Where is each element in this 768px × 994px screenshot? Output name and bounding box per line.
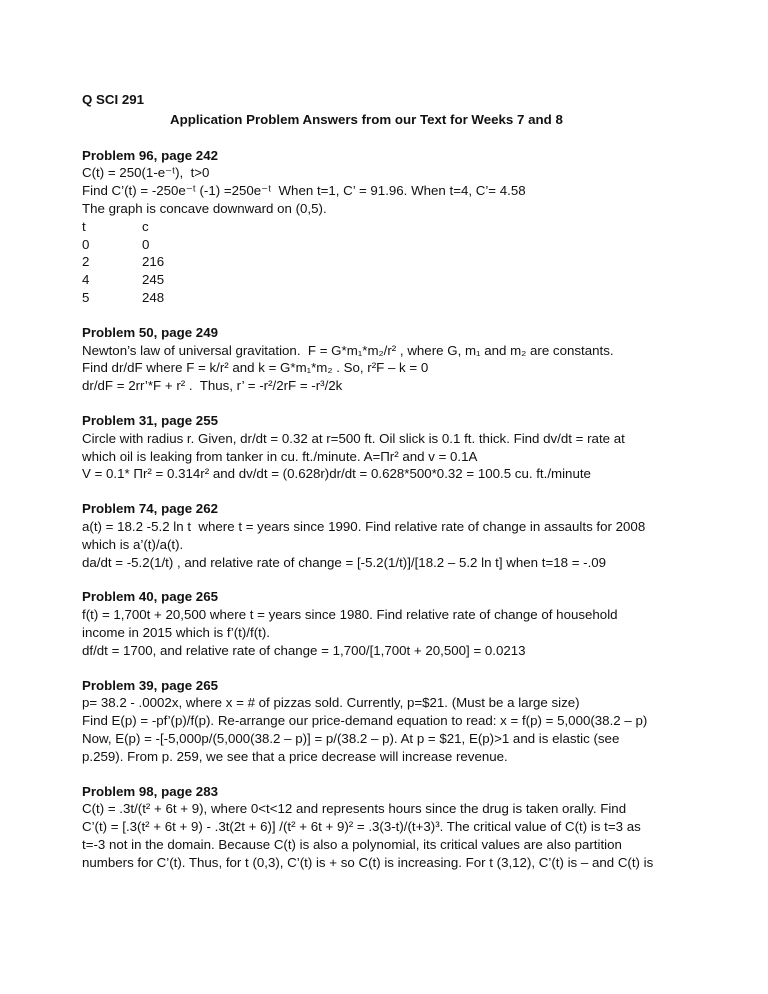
table-row (82, 236, 164, 254)
table-cell: 216 (142, 254, 165, 270)
problem-31-section (82, 412, 728, 483)
problem-50-section (82, 324, 728, 395)
problem-line: Find C’(t) = -250e⁻ᵗ (-1) =250e⁻ᵗ When t=1, C’ = 91.96. When t=4, C’= 4.58 (82, 183, 526, 199)
table-row (82, 271, 164, 289)
problem-line: C(t) = 250(1-e⁻ᵗ), t>0 (82, 165, 210, 181)
table-cell: 4 (82, 272, 90, 288)
problem-line: The graph is concave downward on (0,5). (82, 200, 327, 216)
problem-line: a(t) = 18.2 -5.2 ln t where t = years since 1990. Find relative rate of change in assaults for 2008 (82, 518, 646, 534)
problem-line: Circle with radius r. Given, dr/dt = 0.32 at r=500 ft. Oil slick is 0.1 ft. thick. Find dv/dt = rate at (82, 430, 625, 446)
problem-40-section (82, 588, 728, 659)
problem-heading: Problem 98, page 283 (82, 783, 218, 799)
table-cell: 245 (142, 272, 165, 288)
table-row (82, 253, 164, 271)
problem-line: which oil is leaking from tanker in cu. ft./minute. A=Πr² and v = 0.1A (82, 448, 478, 464)
table-header-row (82, 218, 164, 236)
table-row (82, 289, 164, 307)
problem-heading: Problem 74, page 262 (82, 501, 218, 517)
course-code: Q SCI 291 (82, 92, 145, 107)
problem-line: which is a’(t)/a(t). (82, 536, 184, 552)
table-cell: 0 (142, 236, 150, 252)
problem-line: dr/dF = 2rr’*F + r² . Thus, r’ = -r²/2rF = -r³/2k (82, 378, 343, 394)
table-cell: 5 (82, 289, 90, 305)
problem-line: V = 0.1* Πr² = 0.314r² and dv/dt = (0.628r)dr/dt = 0.628*500*0.32 = 100.5 cu. ft./minute (82, 466, 591, 482)
problem-96-section (82, 147, 728, 307)
values-table (82, 218, 164, 307)
problem-line: p.259). From p. 259, we see that a price decrease will increase revenue. (82, 748, 508, 764)
document-title: Application Problem Answers from our Text for Weeks 7 and 8 (170, 111, 563, 127)
table-cell: 0 (82, 236, 90, 252)
problem-heading: Problem 40, page 265 (82, 589, 218, 605)
table-header-cell: c (142, 218, 149, 234)
problem-line: Find dr/dF where F = k/r² and k = G*m₁*m₂ . So, r²F – k = 0 (82, 360, 429, 376)
problem-line: C’(t) = [.3(t² + 6t + 9) - .3t(2t + 6)] /(t² + 6t + 9)² = .3(3-t)/(t+3)³. The critical value of C(t) is t=3 as (82, 819, 641, 835)
problem-line: t=-3 not in the domain. Because C(t) is also a polynomial, its critical values are also partition (82, 836, 622, 852)
problem-heading: Problem 50, page 249 (82, 324, 218, 340)
problem-heading: Problem 96, page 242 (82, 147, 218, 163)
problem-line: Now, E(p) = -[-5,000p/(5,000(38.2 – p)] = p/(38.2 – p). At p = $21, E(p)>1 and is elastic (see (82, 730, 620, 746)
problem-line: C(t) = .3t/(t² + 6t + 9), where 0<t<12 and represents hours since the drug is taken orally. Find (82, 801, 627, 817)
table-header-cell: t (82, 218, 86, 234)
problem-line: Find E(p) = -pf’(p)/f(p). Re-arrange our price-demand equation to read: x = f(p) = 5,000(38.2 – p) (82, 713, 648, 729)
table-cell: 2 (82, 254, 90, 270)
problem-heading: Problem 31, page 255 (82, 412, 218, 428)
problem-line: Newton’s law of universal gravitation. F = G*m₁*m₂/r² , where G, m₁ and m₂ are constants. (82, 342, 614, 358)
problem-line: p= 38.2 - .0002x, where x = # of pizzas sold. Currently, p=$21. (Must be a large size) (82, 695, 580, 711)
problem-line: income in 2015 which is f’(t)/f(t). (82, 624, 270, 640)
problem-74-section (82, 500, 728, 571)
problem-line: numbers for C’(t). Thus, for t (0,3), C’(t) is + so C(t) is increasing. For t (3,12), C’(t) is – and C(t) is (82, 854, 654, 870)
problem-98-section (82, 783, 728, 872)
problem-line: da/dt = -5.2(1/t) , and relative rate of change = [-5.2(1/t)]/[18.2 – 5.2 ln t] when t=18 = -.09 (82, 554, 607, 570)
problem-line: df/dt = 1700, and relative rate of change = 1,700/[1,700t + 20,500] = 0.0213 (82, 642, 526, 658)
table-cell: 248 (142, 289, 165, 305)
problem-heading: Problem 39, page 265 (82, 677, 218, 693)
problem-line: f(t) = 1,700t + 20,500 where t = years since 1980. Find relative rate of change of household (82, 607, 618, 623)
problem-39-section (82, 677, 728, 766)
